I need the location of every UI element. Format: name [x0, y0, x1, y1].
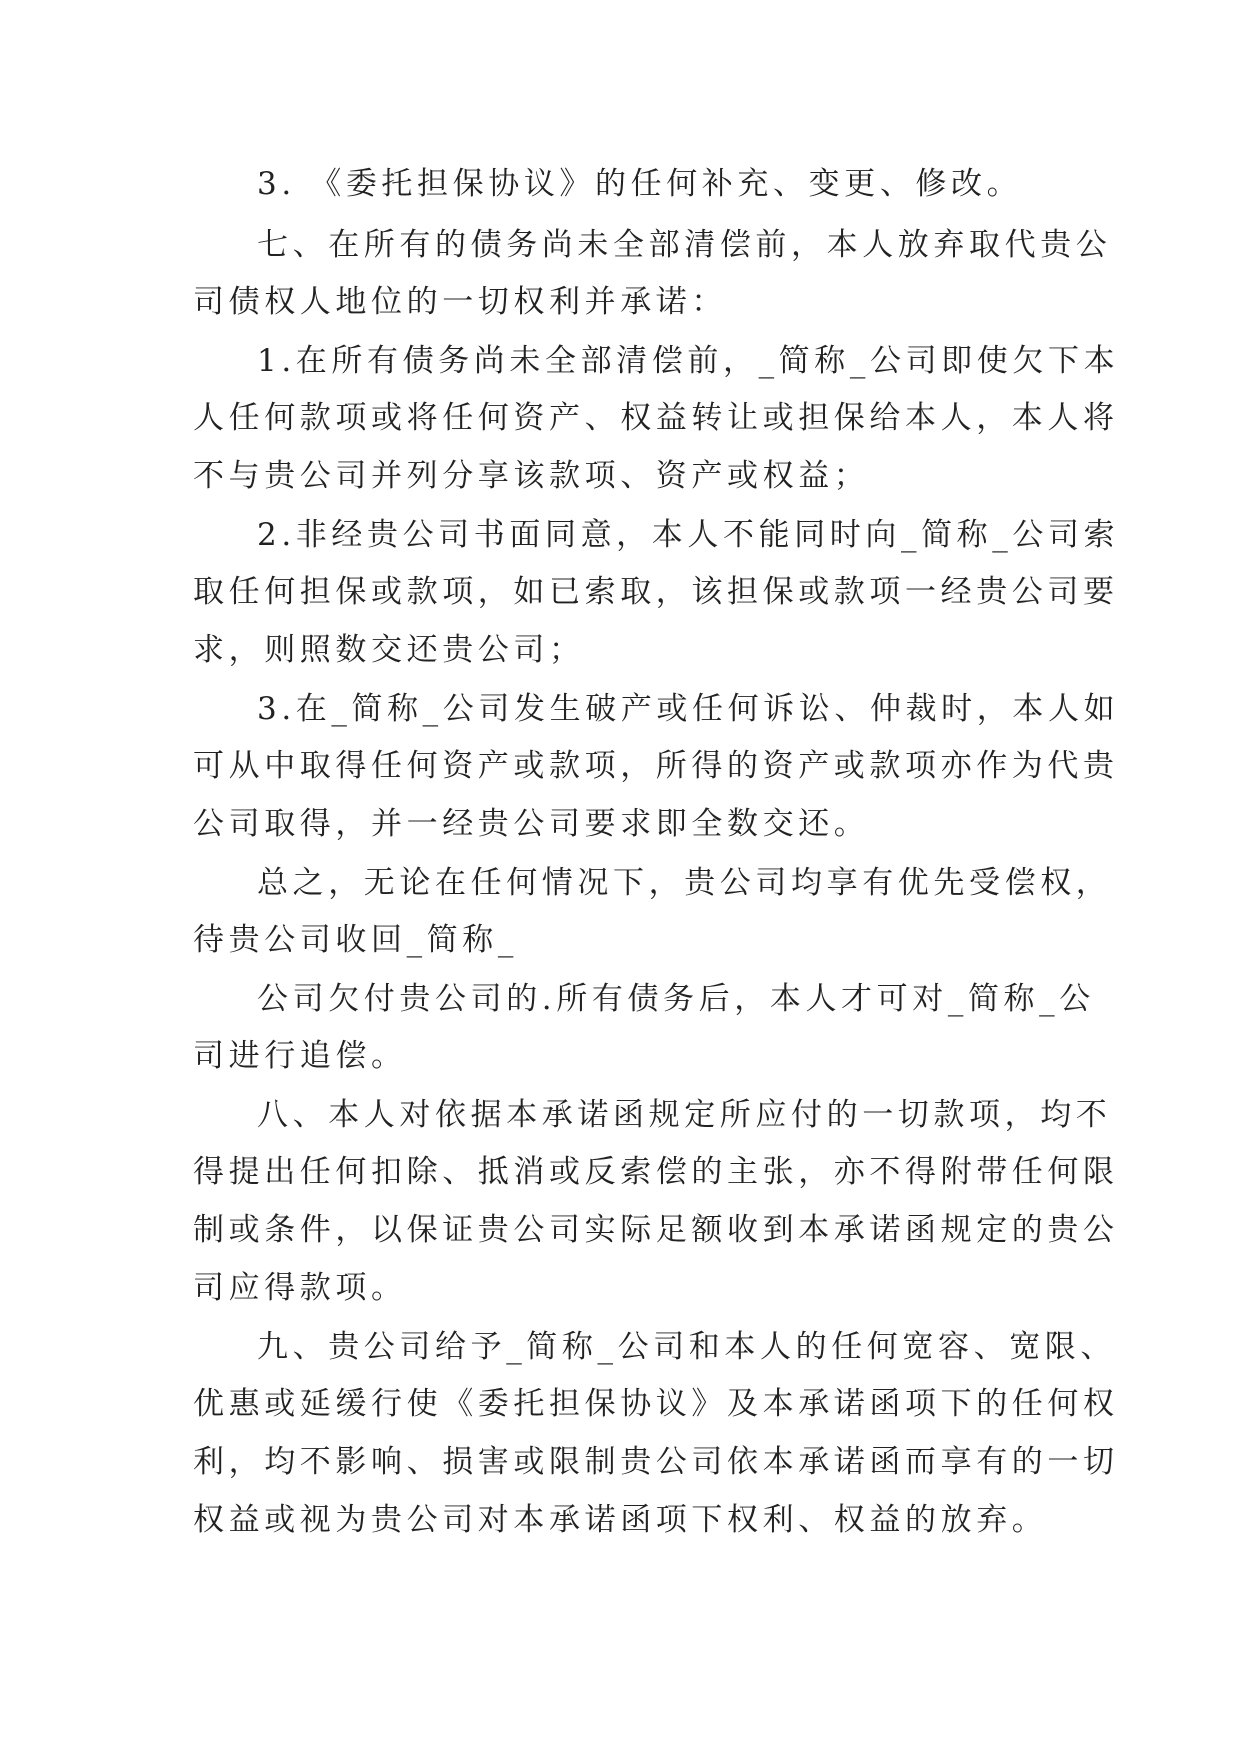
text-line: 求，则照数交还贵公司； — [193, 632, 585, 668]
text-line: 人任何款项或将任何资产、权益转让或担保给本人，本人将 — [193, 400, 1119, 436]
text-line: 1.在所有债务尚未全部清偿前，_简称_公司即使欠下本 — [257, 343, 1120, 379]
text-line: 司进行追偿。 — [193, 1038, 407, 1074]
text-line: 公司取得，并一经贵公司要求即全数交还。 — [193, 806, 870, 842]
text-line: 不与贵公司并列分享该款项、资产或权益； — [193, 458, 870, 494]
text-line: 公司欠付贵公司的.所有债务后，本人才可对_简称_公 — [257, 981, 1095, 1017]
text-line: 九、贵公司给予_简称_公司和本人的任何宽容、宽限、 — [257, 1329, 1116, 1365]
text-line: 优惠或延缓行使《委托担保协议》及本承诺函项下的任何权 — [193, 1386, 1119, 1422]
text-line: 可从中取得任何资产或款项，所得的资产或款项亦作为代贵 — [193, 748, 1119, 784]
text-line: 待贵公司收回_简称_ — [193, 922, 518, 958]
text-line: 权益或视为贵公司对本承诺函项下权利、权益的放弃。 — [193, 1502, 1048, 1538]
text-line: 3. 《委托担保协议》的任何补充、变更、修改。 — [257, 166, 1023, 202]
text-line: 制或条件，以保证贵公司实际足额收到本承诺函规定的贵公 — [193, 1212, 1119, 1248]
text-line: 3.在_简称_公司发生破产或任何诉讼、仲裁时，本人如 — [257, 691, 1120, 727]
text-line: 利，均不影响、损害或限制贵公司依本承诺函而享有的一切 — [193, 1444, 1119, 1480]
text-line: 取任何担保或款项，如已索取，该担保或款项一经贵公司要 — [193, 574, 1119, 610]
text-line: 八、本人对依据本承诺函规定所应付的一切款项，均不 — [257, 1097, 1112, 1133]
text-line: 七、在所有的债务尚未全部清偿前，本人放弃取代贵公 — [257, 227, 1112, 263]
text-line: 2.非经贵公司书面同意，本人不能同时向_简称_公司索 — [257, 517, 1120, 553]
text-line: 总之，无论在任何情况下，贵公司均享有优先受偿权， — [257, 865, 1112, 901]
text-line: 得提出任何扣除、抵消或反索偿的主张，亦不得附带任何限 — [193, 1154, 1119, 1190]
text-line: 司应得款项。 — [193, 1270, 407, 1306]
text-line: 司债权人地位的一切权利并承诺： — [193, 284, 727, 320]
